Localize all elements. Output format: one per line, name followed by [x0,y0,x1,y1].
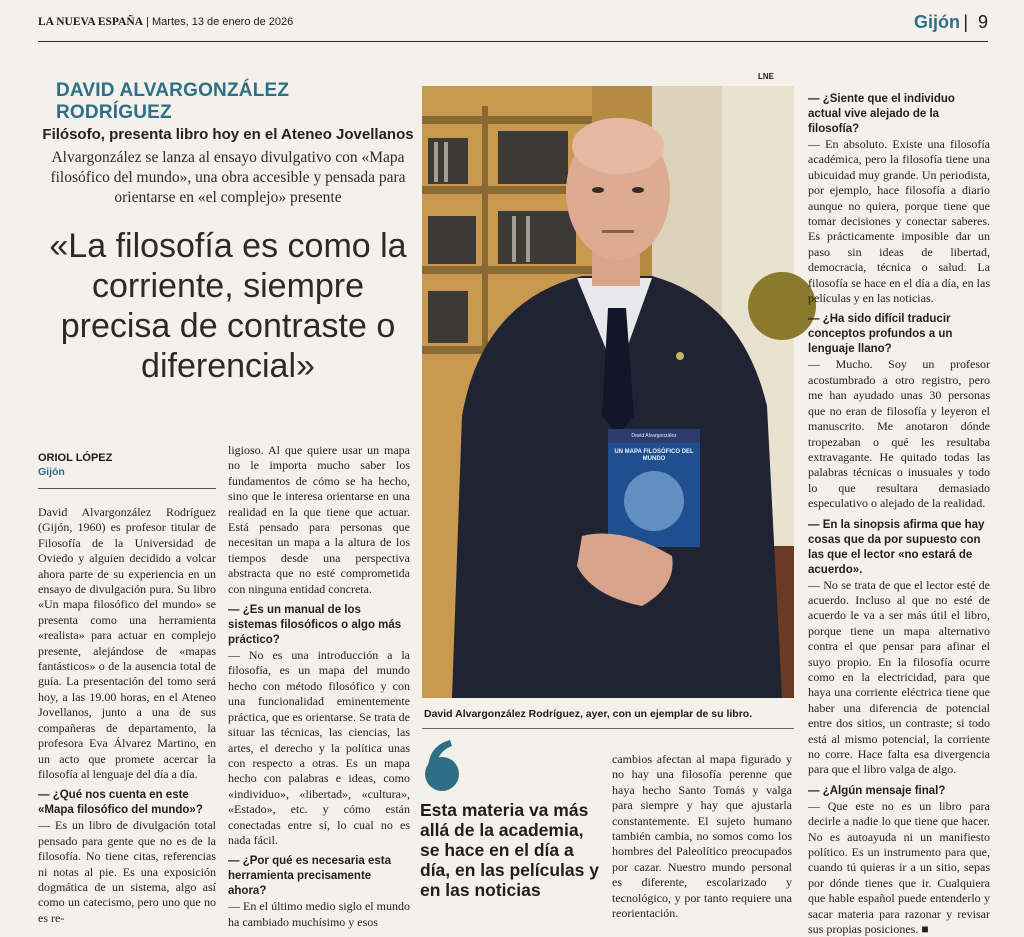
interview-question: — ¿Por qué es necesaria esta herramienta precisamente ahora? [228,855,391,898]
photo-illustration [422,86,794,698]
body-paragraph: — Que este no es un libro para decirle a nadie lo que tiene que hacer. No es autoayuda ni un manifiesto político. Es un instrumento para que, cuando tú quieras ir a un sitio, sepas por dónde tienes que ir. Cualquiera que hable español puede entenderlo y sacar materia para razonar y revisar sus propias posiciones. ■ [808,798,990,937]
section-name: Gijón [914,12,960,32]
byline-author: ORIOL LÓPEZ [38,452,113,464]
body-paragraph: David Alvargonzález Rodríguez (Gijón, 1960) es profesor titular de Filosofía de la Universidad de Oviedo y alguien decidido a volcar ahora parte de su experiencia en un ensayo de divulgación pura. Su libro «Un mapa filosófico del mundo» se presenta como una herramienta «realista» para actuar en complejo presente, alejándose de «mapas fantásticos» o de la ausencia total de guía. La presentación del tomo será hoy, a las 19.00 horas, en el Ateneo Jovellanos, junto a una de sus compañeras de departamento, la profesora Eva Álvarez Martino, en un acto que promete acercar la filosofía al lenguaje del día a día. [38,505,216,781]
divider [38,488,216,489]
divider [422,728,794,729]
page-header [38,14,988,42]
book-author: David Alvargonzález [631,433,677,439]
issue-date: Martes, 13 de enero de 2026 [152,16,294,28]
article-dek: Alvargonzález se lanza al ensayo divulgativo con «Mapa filosófico del mundo», una obra accesible y pensada para orientarse en «el complejo» presente [50,149,406,206]
interview-question: — ¿Siente que el individuo actual vive alejado de la filosofía? [808,93,955,135]
photo-caption: David Alvargonzález Rodríguez, ayer, con un ejemplar de su libro. [424,708,753,720]
photo-credit: LNE [758,72,774,81]
page-number: 9 [977,12,988,32]
body-paragraph: — No es una introducción a la filosofía, es un mapa del mundo hecho con método filosófico y con una funcionalidad eminentemente práctica, que es orientarse. Se trata de situar las técnicas, las ciencias, las artes, el derecho y la política unas con respecto a otras. Es un mapa hecho con palabras e ideas, como «individuo», «libertad», «cultura», «Estado», etc. y cómo están conectadas entre sí, lo cual no es nada fácil. [228,648,410,847]
interview-question: — ¿Algún mensaje final? [808,784,946,797]
interview-question: — ¿Ha sido difícil traducir conceptos profundos a un lenguaje llano? [808,313,953,356]
article-headline: «La filosofía es como la corriente, siempre precisa de contraste o diferencial» [49,227,407,385]
body-paragraph: cambios afectan al mapa figurado y no hay una filosofía perenne que haya hecho Santo Tomás y valga para siempre y hay que ajustarla constantemente. El sujeto humano también cambia, no somos como los hombres del Paleolítico preocupados por cazar. Nuestro mundo personal es diferente, escolarizado y tecnológico, y por tanto requiere una reorientación. [612,752,792,921]
interviewee-name: DAVID ALVARGONZÁLEZ RODRÍGUEZ [56,80,290,123]
book-cover-text [608,429,700,463]
header-left: LA NUEVA ESPAÑA | Martes, 13 de enero de 2026 [38,16,294,28]
pull-quote: Esta materia va más allá de la academia, se hace en el día a día, en las películas y en las noticias [420,800,599,900]
body-column-1 [38,505,216,925]
body-paragraph: — En el último medio siglo el mundo ha cambiado muchísimo y esos [228,899,410,929]
quote-mark-icon [420,736,464,796]
interview-question: — En la sinopsis afirma que hay cosas que da por supuesto con las que el lector «no estará de acuerdo». [808,518,985,576]
body-column-2 [228,443,410,929]
interviewee-photo [422,86,794,698]
interview-question: — ¿Es un manual de los sistemas filosóficos o algo más práctico? [228,604,402,647]
book-title: UN MAPA FILOSÓFICO DEL MUNDO [614,449,694,462]
article-subhead: Filósofo, presenta libro hoy en el Ateneo Jovellanos [42,126,414,143]
body-column-3 [612,752,792,921]
header-separator: | [963,12,968,32]
byline-place: Gijón [38,466,65,478]
body-column-4 [808,86,990,937]
body-paragraph: — Es un libro de divulgación total pensado para gente que no es de la filosofía. No tiene citas, referencias ni notas al pie. Es una exposición dogmática de un sistema, algo así como un catecismo, pero uno que no es re- [38,818,216,925]
body-paragraph: — En absoluto. Existe una filosofía académica, pero la filosofía tiene una ubicuidad muy grande. Un periodista, por ejemplo, hace filosofía a diario aunque no quiera, porque tiene que tomar decisiones y conectar saberes. Es prácticamente imposible dar un paso sin ideas de libertad, democracia, técnica o salud. La filosofía se hace en el día a día, en las películas y en las noticias. [808,137,990,306]
newspaper-name: LA NUEVA ESPAÑA [38,16,144,28]
interview-question: — ¿Qué nos cuenta en este «Mapa filosófico del mundo»? [38,789,203,817]
body-paragraph: — No se trata de que el lector esté de acuerdo. Incluso al que no esté de acuerdo le va a ser más útil el libro, porque tiene un mapa alternativo contra el que pensar para afinar el suyo propio. En la filosofía ocurre como en la electricidad, para que haya una corriente eléctrica tiene que haber una diferencia de potencial entre dos sitios, un contraste; si todo está al mismo potencial, la corriente no corre. Hace falta esa divergencia para que el libro valga de algo. [808,577,990,777]
body-paragraph: — Mucho. Soy un profesor acostumbrado a otro registro, pero me han ayudado unas 30 personas que no eran de filosofía y leyeron el manuscrito. Me anotaron dónde tropezaban o qué les resultaba extravagante. He quitado todas las palabras técnicas o inusuales y todo lo que resultara demasiado especulativo o alejado de la realidad. [808,357,990,511]
body-paragraph: ligioso. Al que quiere usar un mapa no le importa mucho saber los fundamentos de cómo se ha hecho, sino que le interesa orientarse en una realidad en la que tiene que actuar. Está pensado para personas que necesitan un mapa a la altura de los tiempos desde una perspectiva abstracta que no esté comprometida con ninguna entidad concreta. [228,443,410,596]
